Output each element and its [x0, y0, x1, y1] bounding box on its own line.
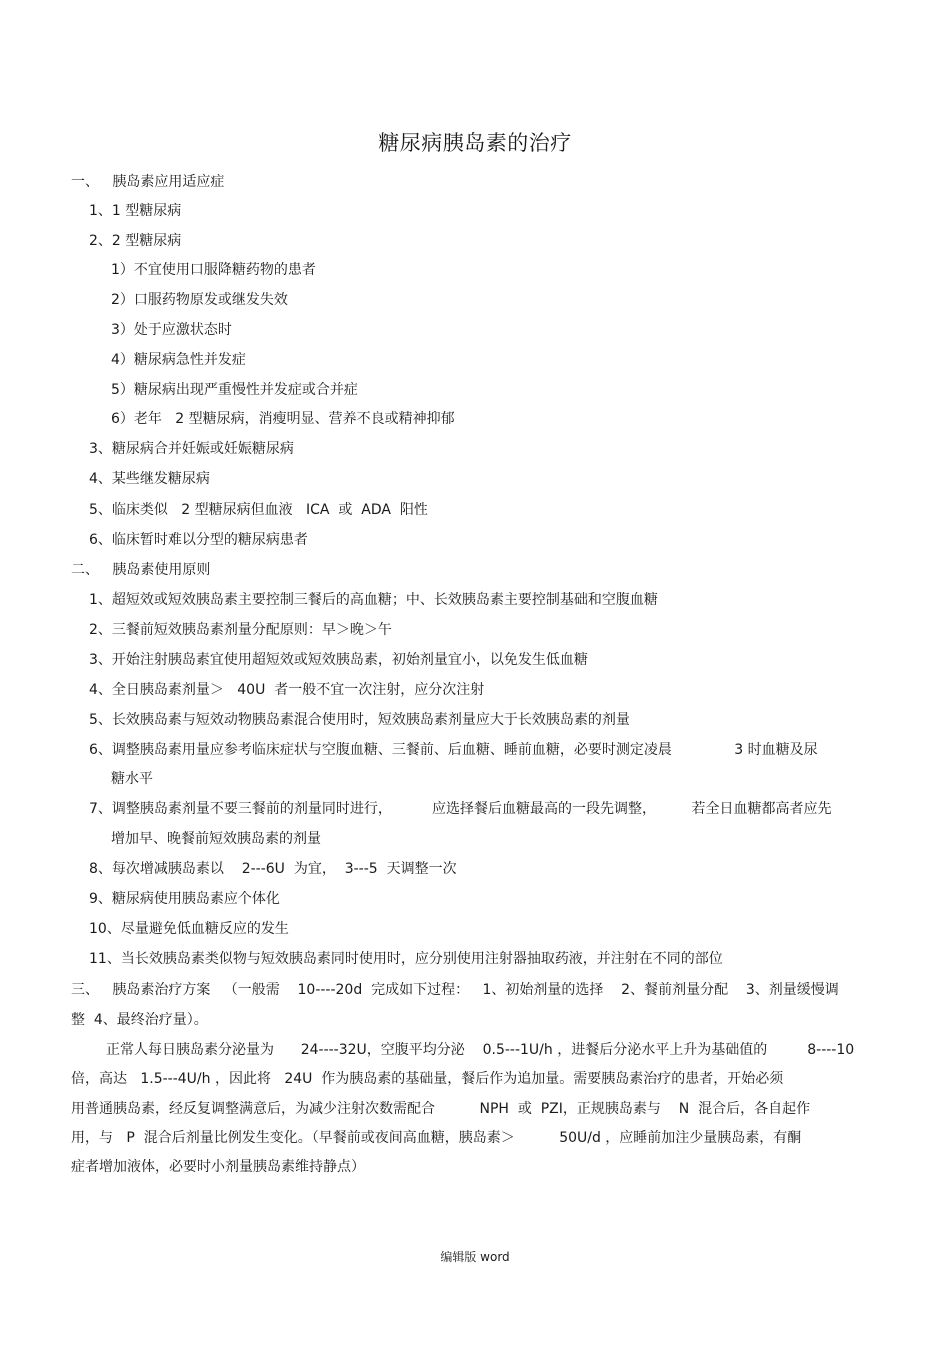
list-item: 5、临床类似 2 型糖尿病但血液 ICA 或 ADA 阳性: [89, 502, 428, 518]
list-item: 3、糖尿病合并妊娠或妊娠糖尿病: [89, 441, 294, 457]
paragraph-line: 正常人每日胰岛素分泌量为 24----32U，空腹平均分泌 0.5---1U/h ，进餐后分泌水平上升为基础值的 8----10: [106, 1042, 855, 1058]
list-item: 4、全日胰岛素剂量＞ 40U 者一般不宜一次注射，应分次注射: [89, 682, 485, 698]
page-footer: 编辑版 word: [440, 1250, 510, 1264]
list-item: 1、1 型糖尿病: [89, 203, 182, 219]
section-heading-regimen: 三、 胰岛素治疗方案 （一般需 10----20d 完成如下过程： 1、初始剂量的选择 2、餐前剂量分配 3、剂量缓慢调: [71, 982, 839, 998]
section-heading-indications: 一、 胰岛素应用适应症: [71, 174, 225, 190]
list-item: 11、当长效胰岛素类似物与短效胰岛素同时使用时，应分别使用注射器抽取药液，并注射在不同的部位: [89, 951, 723, 967]
list-item: 8、每次增减胰岛素以 2---6U 为宜， 3---5 天调整一次: [89, 861, 457, 877]
list-item: 3、开始注射胰岛素宜使用超短效或短效胰岛素，初始剂量宜小，以免发生低血糖: [89, 652, 588, 668]
paragraph-line: 倍，高达 1.5---4U/h ，因此将 24U 作为胰岛素的基础量，餐后作为追加量。需要胰岛素治疗的患者，开始必须: [71, 1071, 784, 1087]
list-item: 4、某些继发糖尿病: [89, 471, 210, 487]
list-item-continuation: 糖水平: [111, 771, 153, 787]
sub-list-item: 5）糖尿病出现严重慢性并发症或合并症: [111, 382, 358, 398]
list-item: 5、长效胰岛素与短效动物胰岛素混合使用时，短效胰岛素剂量应大于长效胰岛素的剂量: [89, 712, 630, 728]
list-item: 9、糖尿病使用胰岛素应个体化: [89, 891, 280, 907]
paragraph-line: 整 4、最终治疗量）。: [71, 1012, 208, 1028]
paragraph-line: 用，与 P 混合后剂量比例发生变化。（早餐前或夜间高血糖，胰岛素＞ 50U/d ，应睡前加注少量胰岛素，有酮: [71, 1130, 802, 1146]
list-item: 7、调整胰岛素剂量不要三餐前的剂量同时进行， 应选择餐后血糖最高的一段先调整， 若全日血糖都高者应先: [89, 801, 832, 817]
list-item: 2、2 型糖尿病: [89, 233, 182, 249]
list-item: 1、超短效或短效胰岛素主要控制三餐后的高血糖；中、长效胰岛素主要控制基础和空腹血糖: [89, 592, 658, 608]
sub-list-item: 3）处于应激状态时: [111, 322, 232, 338]
list-item: 10、尽量避免低血糖反应的发生: [89, 921, 289, 937]
list-item: 2、三餐前短效胰岛素剂量分配原则：早＞晚＞午: [89, 622, 392, 638]
paragraph-line: 症者增加液体，必要时小剂量胰岛素维持静点）: [71, 1159, 365, 1175]
list-item-continuation: 增加早、晚餐前短效胰岛素的剂量: [111, 831, 321, 847]
page-title: 糖尿病胰岛素的治疗: [378, 131, 572, 155]
paragraph-line: 用普通胰岛素，经反复调整满意后，为减少注射次数需配合 NPH 或 PZI，正规胰岛素与 N 混合后，各自起作: [71, 1101, 811, 1117]
section-heading-principles: 二、 胰岛素使用原则: [71, 562, 211, 578]
sub-list-item: 1）不宜使用口服降糖药物的患者: [111, 262, 316, 278]
list-item: 6、调整胰岛素用量应参考临床症状与空腹血糖、三餐前、后血糖、睡前血糖，必要时测定凌晨 3 时血糖及尿: [89, 742, 818, 758]
list-item: 6、临床暂时难以分型的糖尿病患者: [89, 532, 308, 548]
sub-list-item: 6）老年 2 型糖尿病，消瘦明显、营养不良或精神抑郁: [111, 411, 455, 427]
sub-list-item: 4）糖尿病急性并发症: [111, 352, 246, 368]
sub-list-item: 2）口服药物原发或继发失效: [111, 292, 288, 308]
